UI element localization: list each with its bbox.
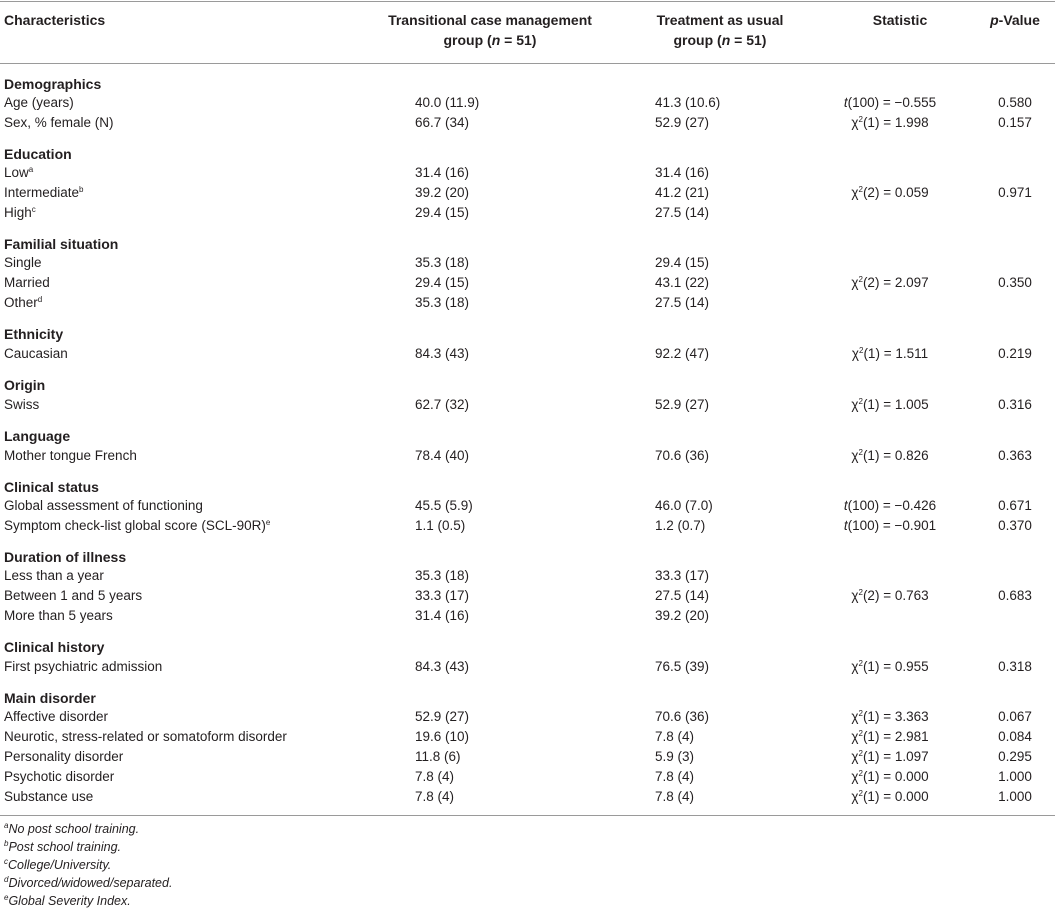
- statistic-value: [800, 496, 980, 516]
- table-row: [0, 163, 1055, 183]
- statistic-superscript: 2: [858, 185, 863, 194]
- section-heading: Main disorder: [4, 690, 96, 706]
- tcm-value: 45.5 (5.9): [415, 498, 473, 513]
- tau-value: 33.3 (17): [655, 568, 710, 583]
- table-bottom-rule: [0, 815, 1055, 816]
- table-row: [0, 446, 1055, 466]
- row-label: [4, 606, 113, 626]
- row-label: [4, 273, 50, 293]
- footnote-mark: a: [4, 821, 9, 830]
- tau-value: 76.5 (39): [655, 659, 710, 674]
- tcm-value: 29.4 (15): [415, 275, 470, 290]
- table-row: [0, 253, 1055, 273]
- tau-value: 5.9 (3): [655, 749, 695, 764]
- p-value: 1.000: [998, 789, 1032, 804]
- statistic-symbol: χ: [851, 709, 859, 724]
- row-label: [4, 566, 104, 586]
- statistic-symbol: χ: [851, 346, 859, 361]
- header-p-value: p-Value: [990, 12, 1040, 28]
- p-value: 0.219: [998, 346, 1032, 361]
- statistic-value: [800, 273, 980, 293]
- section-heading: Education: [4, 146, 72, 162]
- tau-value: 46.0 (7.0): [655, 498, 713, 513]
- header-tau-group: Treatment as usual group (n = 51): [656, 12, 784, 48]
- section-row: [0, 144, 1055, 164]
- statistic-value: [800, 113, 980, 133]
- row-label-text: Personality disorder: [4, 749, 124, 764]
- statistic-superscript: 2: [858, 709, 863, 718]
- table-row: [0, 93, 1055, 113]
- statistic-symbol: t: [843, 95, 848, 110]
- statistic-symbol: χ: [851, 397, 859, 412]
- statistic-value: [800, 657, 980, 677]
- section-heading: Duration of illness: [4, 549, 127, 565]
- p-value: 0.350: [998, 275, 1032, 290]
- row-label-text: Sex, % female (N): [4, 115, 114, 130]
- statistic-value: [800, 344, 980, 364]
- section-row: [0, 688, 1055, 708]
- p-value: 0.580: [998, 95, 1032, 110]
- tcm-value: 7.8 (4): [415, 789, 455, 804]
- row-label-text: More than 5 years: [4, 608, 113, 623]
- table-top-rule: [0, 1, 1055, 2]
- footnote-text: Post school training.: [8, 840, 122, 854]
- table-row: [0, 747, 1055, 767]
- tcm-value: 52.9 (27): [415, 709, 470, 724]
- tau-value: 92.2 (47): [655, 346, 710, 361]
- statistic-text: (100) = −0.901: [847, 518, 937, 533]
- statistic-superscript: 2: [858, 659, 863, 668]
- section-row: [0, 547, 1055, 567]
- statistic-superscript: 2: [858, 448, 863, 457]
- tau-value: 41.2 (21): [655, 185, 710, 200]
- section-row: [0, 426, 1055, 446]
- p-value: 0.971: [998, 185, 1032, 200]
- row-label: [4, 395, 39, 415]
- statistic-value: [800, 727, 980, 747]
- statistic-text: (100) = −0.426: [847, 498, 937, 513]
- statistic-symbol: χ: [851, 749, 859, 764]
- section-heading: Demographics: [4, 76, 102, 92]
- tau-value: 31.4 (16): [655, 165, 710, 180]
- statistic-text: (2) = 0.059: [862, 185, 929, 200]
- tau-value: 52.9 (27): [655, 115, 710, 130]
- tcm-value: 78.4 (40): [415, 448, 470, 463]
- footnote-mark: a: [28, 165, 34, 174]
- footnote-mark: c: [31, 205, 36, 214]
- section-heading: Language: [4, 428, 71, 444]
- footnote-mark: d: [37, 295, 43, 304]
- header-tcm-group: Transitional case management group (n = 51): [388, 12, 592, 48]
- row-label-text: Global assessment of functioning: [4, 498, 203, 513]
- table-row: [0, 657, 1055, 677]
- p-value: 1.000: [998, 769, 1032, 784]
- statistic-text: (2) = 2.097: [862, 275, 929, 290]
- statistic-symbol: χ: [851, 185, 859, 200]
- section-row: [0, 74, 1055, 94]
- tcm-value: 35.3 (18): [415, 295, 470, 310]
- section-row: [0, 637, 1055, 657]
- table-row: [0, 586, 1055, 606]
- section-heading: Ethnicity: [4, 326, 64, 342]
- tau-value: 7.8 (4): [655, 789, 695, 804]
- table-row: [0, 203, 1055, 223]
- p-value: 0.067: [998, 709, 1032, 724]
- tcm-value: 29.4 (15): [415, 205, 470, 220]
- statistic-text: (1) = 0.000: [862, 769, 929, 784]
- tcm-value: 39.2 (20): [415, 185, 470, 200]
- row-label: [4, 586, 142, 606]
- statistic-symbol: t: [843, 518, 848, 533]
- footnote-text: No post school training.: [8, 822, 140, 836]
- row-label-text: Between 1 and 5 years: [4, 588, 143, 603]
- statistic-value: [800, 93, 980, 113]
- table-row: [0, 727, 1055, 747]
- row-label-text: Other: [4, 295, 38, 310]
- row-label-text: Caucasian: [4, 346, 68, 361]
- statistic-superscript: 2: [858, 275, 863, 284]
- section-heading: Clinical status: [4, 479, 99, 495]
- row-label-text: Age (years): [4, 95, 74, 110]
- row-label: [4, 657, 162, 677]
- statistic-symbol: χ: [851, 789, 859, 804]
- footnote-mark: d: [4, 875, 9, 884]
- statistic-value: [800, 747, 980, 767]
- row-label: [4, 93, 74, 113]
- section-row: [0, 234, 1055, 254]
- row-label-text: Psychotic disorder: [4, 769, 115, 784]
- tau-value: 1.2 (0.7): [655, 518, 706, 533]
- statistic-text: (1) = 1.998: [862, 115, 929, 130]
- footnote: [4, 856, 111, 874]
- tcm-value: 35.3 (18): [415, 568, 470, 583]
- statistic-superscript: 2: [858, 346, 864, 355]
- row-label: [4, 203, 36, 223]
- statistic-value: [800, 183, 980, 203]
- footnote-mark: e: [265, 518, 271, 527]
- statistic-text: (1) = 1.005: [862, 397, 929, 412]
- statistic-symbol: t: [843, 498, 848, 513]
- table-row: [0, 516, 1055, 536]
- tcm-value: 35.3 (18): [415, 255, 470, 270]
- tcm-value: 19.6 (10): [415, 729, 470, 744]
- tcm-value: 11.8 (6): [415, 749, 461, 764]
- p-value: 0.671: [998, 498, 1032, 513]
- row-label: [4, 183, 84, 203]
- footnote-mark: b: [4, 839, 9, 848]
- table-row: [0, 767, 1055, 787]
- row-label-text: Substance use: [4, 789, 94, 804]
- row-label: [4, 707, 108, 727]
- statistic-value: [800, 787, 980, 807]
- tau-value: 7.8 (4): [655, 729, 695, 744]
- statistic-superscript: 2: [858, 588, 863, 597]
- tcm-value: 31.4 (16): [415, 165, 470, 180]
- footnote: [4, 838, 121, 856]
- footnote-mark: b: [79, 185, 84, 194]
- header-rule: [0, 63, 1055, 64]
- footnote: [4, 874, 172, 892]
- section-heading: Familial situation: [4, 236, 119, 252]
- table-row: [0, 395, 1055, 415]
- tau-value: 7.8 (4): [655, 769, 695, 784]
- p-value: 0.318: [998, 659, 1032, 674]
- p-value: 0.363: [998, 448, 1032, 463]
- statistic-superscript: 2: [858, 769, 863, 778]
- row-label-text: First psychiatric admission: [4, 659, 163, 674]
- table-row: [0, 273, 1055, 293]
- statistic-superscript: 2: [858, 115, 863, 124]
- statistic-symbol: χ: [851, 729, 859, 744]
- statistic-symbol: χ: [851, 448, 859, 463]
- row-label-text: Married: [4, 275, 50, 290]
- p-value: 0.157: [998, 115, 1032, 130]
- p-value: 0.370: [998, 518, 1032, 533]
- statistic-symbol: χ: [851, 275, 859, 290]
- statistic-text: (1) = 0.955: [862, 659, 929, 674]
- tcm-value: 66.7 (34): [415, 115, 470, 130]
- statistic-value: [800, 586, 980, 606]
- p-value: 0.316: [998, 397, 1032, 412]
- row-label: [4, 253, 42, 273]
- tau-value: 27.5 (14): [655, 205, 710, 220]
- statistic-symbol: χ: [851, 115, 859, 130]
- header-characteristics: Characteristics: [4, 12, 106, 28]
- row-label: [4, 496, 203, 516]
- table-row: [0, 496, 1055, 516]
- section-row: [0, 324, 1055, 344]
- table-row: [0, 113, 1055, 133]
- table-row: [0, 707, 1055, 727]
- statistic-text: (100) = −0.555: [847, 95, 937, 110]
- tcm-value: 84.3 (43): [415, 659, 470, 674]
- tcm-value: 7.8 (4): [415, 769, 455, 784]
- table-row: [0, 183, 1055, 203]
- statistic-value: [800, 446, 980, 466]
- row-label-text: Neurotic, stress-related or somatoform disorder: [4, 729, 287, 744]
- row-label-text: Less than a year: [4, 568, 104, 583]
- statistic-superscript: 2: [858, 729, 863, 738]
- row-label-text: Affective disorder: [4, 709, 109, 724]
- row-label-text: Swiss: [4, 397, 40, 412]
- statistic-symbol: χ: [851, 588, 859, 603]
- statistic-symbol: χ: [851, 659, 859, 674]
- row-label: [4, 163, 33, 183]
- tau-value: 52.9 (27): [655, 397, 710, 412]
- tau-value: 27.5 (14): [655, 588, 710, 603]
- footnote-text: Divorced/widowed/separated.: [8, 876, 173, 890]
- tau-value: 70.6 (36): [655, 448, 710, 463]
- table-row: [0, 606, 1055, 626]
- row-label: [4, 787, 93, 807]
- p-value: 0.295: [998, 749, 1032, 764]
- row-label: [4, 113, 114, 133]
- table-row: [0, 566, 1055, 586]
- row-label: [4, 727, 287, 747]
- row-label-text: Low: [4, 165, 29, 180]
- p-value: 0.084: [998, 729, 1032, 744]
- section-row: [0, 477, 1055, 497]
- statistic-value: [800, 767, 980, 787]
- row-label: [4, 293, 42, 313]
- footnote: [4, 820, 139, 838]
- p-value: 0.683: [998, 588, 1032, 603]
- tcm-value: 33.3 (17): [415, 588, 470, 603]
- tau-value: 70.6 (36): [655, 709, 710, 724]
- tau-value: 29.4 (15): [655, 255, 710, 270]
- tcm-value: 40.0 (11.9): [415, 95, 480, 110]
- tcm-value: 84.3 (43): [415, 346, 470, 361]
- tcm-value: 62.7 (32): [415, 397, 470, 412]
- statistic-value: [800, 516, 980, 536]
- statistic-symbol: χ: [851, 769, 859, 784]
- row-label: [4, 767, 114, 787]
- statistic-text: (1) = 1.097: [862, 749, 929, 764]
- statistic-superscript: 2: [858, 397, 863, 406]
- tau-value: 43.1 (22): [655, 275, 710, 290]
- statistic-text: (1) = 3.363: [862, 709, 929, 724]
- statistic-value: [800, 395, 980, 415]
- section-row: [0, 375, 1055, 395]
- tcm-value: 1.1 (0.5): [415, 518, 466, 533]
- statistic-text: (2) = 0.763: [862, 588, 929, 603]
- tau-value: 27.5 (14): [655, 295, 710, 310]
- statistic-superscript: 2: [858, 749, 863, 758]
- row-label: [4, 747, 123, 767]
- row-label-text: High: [4, 205, 32, 220]
- footnote-mark: c: [4, 857, 8, 866]
- row-label-text: Mother tongue French: [4, 448, 137, 463]
- statistic-superscript: 2: [858, 789, 863, 798]
- footnote-text: College/University.: [8, 858, 112, 872]
- header-statistic: Statistic: [872, 12, 928, 28]
- statistic-text: (1) = 0.826: [862, 448, 929, 463]
- row-label: [4, 446, 137, 466]
- row-label-text: Symptom check-list global score (SCL-90R): [4, 518, 266, 533]
- table-row: [0, 344, 1055, 364]
- footnote-mark: e: [4, 893, 9, 902]
- tcm-value: 31.4 (16): [415, 608, 470, 623]
- statistic-value: [800, 707, 980, 727]
- row-label: [4, 516, 270, 536]
- row-label: [4, 344, 68, 364]
- table-row: [0, 787, 1055, 807]
- section-heading: Origin: [4, 377, 46, 393]
- section-heading: Clinical history: [4, 639, 105, 655]
- footnote-text: Global Severity Index.: [8, 894, 131, 908]
- statistic-text: (1) = 0.000: [862, 789, 929, 804]
- tau-value: 39.2 (20): [655, 608, 710, 623]
- table-row: [0, 293, 1055, 313]
- footnote: [4, 892, 131, 910]
- tau-value: 41.3 (10.6): [655, 95, 721, 110]
- row-label-text: Intermediate: [4, 185, 80, 200]
- row-label-text: Single: [4, 255, 42, 270]
- statistic-text: (1) = 1.511: [863, 346, 929, 361]
- statistic-text: (1) = 2.981: [862, 729, 929, 744]
